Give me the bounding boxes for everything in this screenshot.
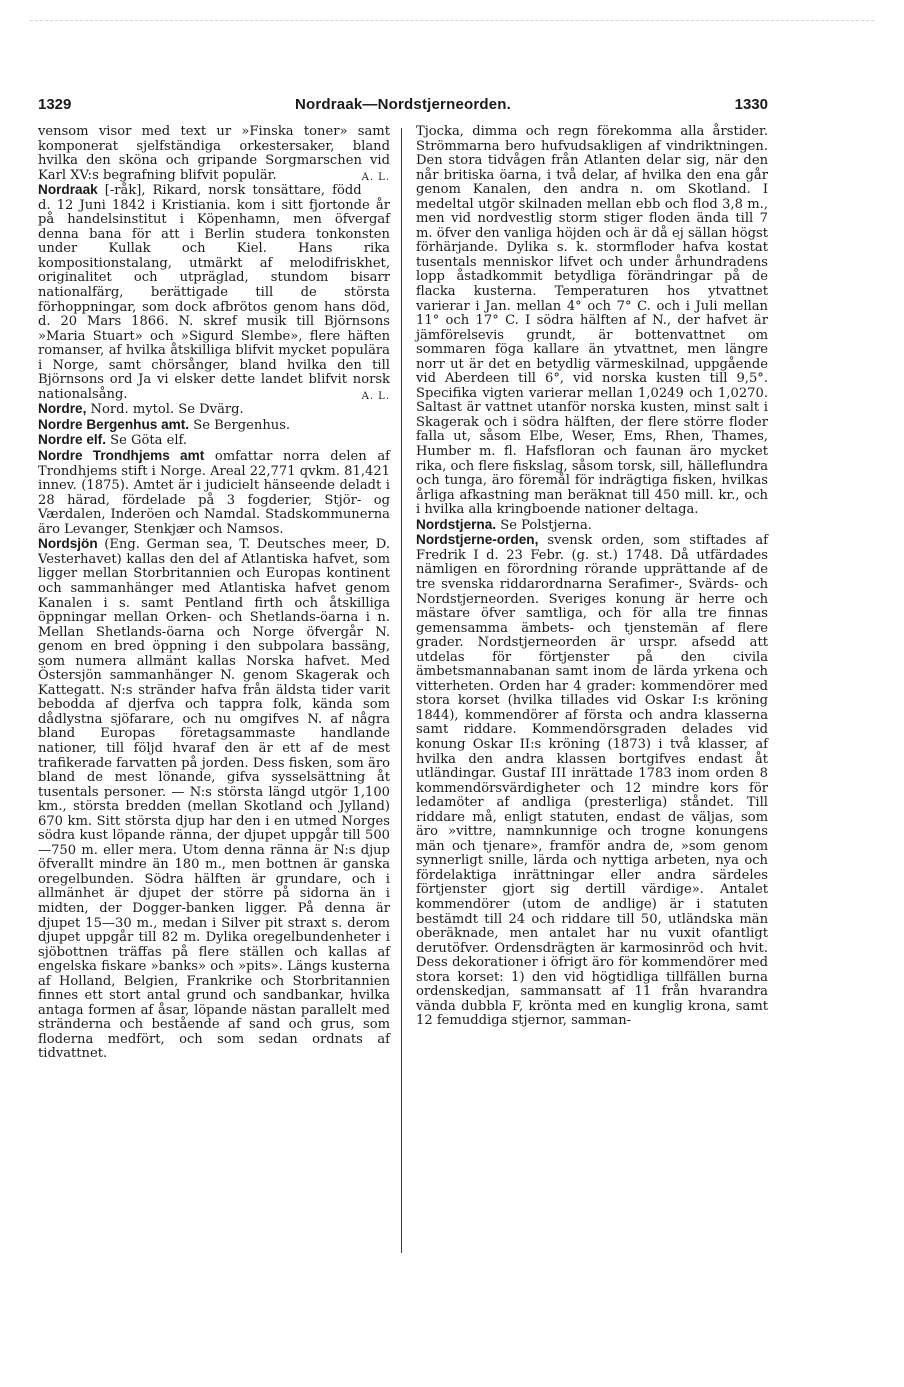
- entry-continuation: [38, 125, 390, 183]
- entry-text: omfattar norra delen af Trondhjems stift i Norge. Areal 22,771 qvkm. 81,421 innev. (1875). Amtet är i judicielt hänseende deladt i 28 härad, fördelade på 3 fogderier, Stjör- og Værdalen, Inderöen och Namdal. Stadskommunerna äro Levanger, Stenkjær och Namsos.: [38, 449, 390, 537]
- entry-continuation: [416, 125, 768, 518]
- entry-text: Se Bergenhus.: [193, 417, 291, 433]
- right-column: [416, 125, 768, 1029]
- entry-nordsjon: [38, 537, 390, 1062]
- page-number-right: 1330: [734, 96, 768, 113]
- entry-headword: Nordstjerne-orden,: [416, 532, 539, 548]
- author-signature: A. L.: [361, 390, 390, 402]
- author-signature: A. L.: [361, 171, 390, 183]
- column-divider: [401, 128, 402, 1253]
- page-header: [38, 96, 768, 118]
- entry-headword: Nordre,: [38, 401, 87, 417]
- entry-nordre-elf: [38, 433, 390, 449]
- entry-headword: Nordre elf.: [38, 432, 106, 448]
- entry-headword: Nordre Trondhjems amt: [38, 448, 205, 464]
- entry-text: svensk orden, som stiftades af Fredrik I d. 23 Febr. (g. st.) 1748. Då utfärdades nämligen en förordning rörande upprättande af de tre svenska riddarordnarna Serafimer-, Svärds- och Nordstjerneorden. Sveriges konung är herre och mästare öfver samtliga, och för alla tre finnas gemensamma ämbets- och tjenstemän af flere grader. Nordstjerneorden är urspr. afsedd att utdelas för förtjenster på den civila ämbetsmannabanan samt inom de lärda yrkena och vitterheten. Orden har 4 grader: kommendörer med stora korset (hvilka tillades vid Oskar I:s kröning 1844), kommendörer af första och andra klasserna samt riddare. Kommendörsgraden delades vid konung Oskar II:s kröning (1873) i två klasser, af hvilka den andra klassen bortgifves endast åt utländingar. Gustaf III inrättade 1783 inom orden 8 kommendörsvärdigheter och 12 mindre kors för ledamöter af andliga (presterliga) ståndet. Till riddare må, enligt statuten, endast de väljas, som äro »vittre, namnkunnige och trogne konungens män och tjenare», framför andra de, »som genom synnerligt snille, lärda och nyttiga arbeten, nya och fördelaktiga inrättningar eller andra särdeles förtjenster gjort sig dertill värdige». Antalet kommendörer (utom de andlige) är i statuten bestämdt till 24 och riddare till 50, utländska män oberäknade, men antalet har nu vuxit ofantligt derutöfver. Ordensdrägten är karmosinröd och hvit. Dess dekorationer i öfrigt äro för kommendörer med stora korset: 1) den vid högtidliga tillfällen burna ordenskedjan, sammansatt af 11 från hvarandra vända dubbla F, krönta med en kunglig krona, samt 12 femuddiga stjernor, samman-: [416, 533, 768, 1029]
- entry-nordre-trondhjems: [38, 449, 390, 537]
- entry-nordre: [38, 402, 390, 418]
- entry-nordraak: [38, 183, 390, 402]
- entry-nordre-bergenhus: [38, 418, 390, 434]
- scan-edge-rule: [30, 20, 874, 21]
- entry-headword: Nordsjön: [38, 536, 98, 552]
- entry-text: Se Göta elf.: [110, 433, 188, 449]
- entry-text: [-råk], Rikard, norsk tonsättare, född d. 12 Juni 1842 i Kristiania. kom i sitt fjortonde år på handelsinstitut i Köpenhamn, men öfvergaf denna bana för att i Berlin studera tonkonsten under Kullak och Kiel. Hans rika kompositionstalang, utmärkt af melodifriskhet, originalitet och utpräglad, stundom bisarr nationalfärg, berättigade till de största förhoppningar, som dock afbrötos genom hans död, d. 20 Mars 1866. N. skref musik till Björnsons »Maria Stuart» och »Sigurd Slembe», flere häften romanser, af hvilka åtskilliga blifvit mycket populära i Norge, samt chörsånger, bland hvilka den till Björnsons ord Ja vi elsker dette landet blifvit norsk nationalsång.: [38, 183, 390, 402]
- entry-text: Se Polstjerna.: [500, 517, 592, 533]
- entry-headword: Nordstjerna.: [416, 516, 497, 532]
- page-title: Nordraak—Nordstjerneorden.: [294, 96, 512, 113]
- entry-nordstjerne-orden: [416, 533, 768, 1029]
- entry-headword: Nordre Bergenhus amt.: [38, 416, 190, 432]
- page-number-left: 1329: [38, 96, 72, 113]
- entry-text: Nord. mytol. Se Dvärg.: [90, 402, 244, 418]
- entry-text: (Eng. German sea, T. Deutsches meer, D. Vesterhavet) kallas den del af Atlantiska hafvet, som ligger mellan Storbritannien och Europas kontinent och sammanhänger med Atlantiska hafvet genom Kanalen i s. samt Pentland firth och åtskilliga öppningar mellan Orken- och Shetlands-öarna i n. Mellan Shetlands-öarna och Norge öfvergår N. genom en bred öppning i den subpolara bassäng, som numera allmänt kallas Norska hafvet. Med Östersjön sammanhänger N. genom Skagerak och Kattegatt. N:s stränder hafva från äldsta tider varit bebodda af djerfva och tappra folk, kända som dådlystna sjöfarare, och nu omgifves N. af några bland Europas företagsammaste handlande nationer, till följd hvaraf den är ett af de mest trafikerade farvatten på jorden. Dess fisken, som äro bland de mest lönande, gifva sysselsättning åt tusentals personer. — N:s största längd utgör 1,100 km., största bredden (mellan Skotland och Jylland) 670 km. Sitt största djup har den i en utmed Norges södra kust löpande ränna, der djupet uppgår till 500—750 m. eller mera. Utom denna ränna är N:s djup öfverallt mindre än 180 m., men bottnen är ganska oregelbunden. Södra hälften är grundare, och i allmänhet är djupet der större på sidorna än i midten, der Dogger-banken ligger. På denna är djupet 15—30 m., medan i Silver pit straxt s. derom djupet uppgår till 82 m. Dylika oregelbundenheter i sjöbottnen träffas på flere ställen och kallas af engelska fiskare »banks» och »pits». Längs kusterna af Holland, Belgien, Frankrike och Storbritannien finnes ett stort antal grund och sandbankar, hvilka antaga formen af åsar, löpande nästan parallelt med stränderna och bestående af sand och grus, som floderna medfört, och som sedan ordnats af tidvattnet.: [38, 537, 390, 1062]
- entry-text: Tjocka, dimma och regn förekomma alla årstider. Strömmarna bero hufvudsakligen af vindriktningen. Den stora tidvågen från Atlanten delar sig, när den når britiska öarna, i två delar, af hvilka den ena går genom Kanalen, den andra n. om Skotland. I medeltal utgör skilnaden mellan ebb och flod 3,8 m., men vid nordvestlig storm stiger floden ända till 7 m. öfver den vanliga höjden och är då ej sällan högst förhärjande. Dylika s. k. stormfloder hafva kostat tusentals menniskor lifvet och under århundradens lopp åstadkommit betydliga förändringar på de flacka kusterna. Temperaturen hos ytvattnet varierar i Jan. mellan 4° och 7° C. och i Juli mellan 11° och 17° C. I södra hälften af N., der hafvet är jämförelsevis grundt, är bottenvattnet om sommaren föga kallare än ytvattnet, men längre norr ut är det en betydlig värmeskilnad, uppgående vid Aberdeen till 6°, vid norska kusten till 9,5°. Specifika vigten varierar mellan 1,0249 och 1,0270. Saltast är vattnet utanför norska kusten, minst salt i Skagerak och i södra hälften, der flere större floder falla ut, såsom Elbe, Weser, Ems, Rhen, Thames, Humber m. fl. Hafsfloran och faunan äro mycket rika, och flere fiskslag, såsom torsk, sill, hälleflundra och tunga, äro föremål för indrägtiga fisken, hvilkas årliga afkastning man beräknat till 450 mill. kr., och i hvilka alla kringboende nationer deltaga.: [416, 124, 768, 518]
- entry-text: vensom visor med text ur »Finska toner» samt komponerat sjelfständiga orkestersaker, bland hvilka den sköna och gripande Sorgmarschen vid Karl XV:s begrafning blifvit populär.: [38, 124, 390, 183]
- left-column: [38, 125, 390, 1062]
- entry-nordstjerna: [416, 518, 768, 534]
- entry-headword: Nordraak: [38, 182, 98, 198]
